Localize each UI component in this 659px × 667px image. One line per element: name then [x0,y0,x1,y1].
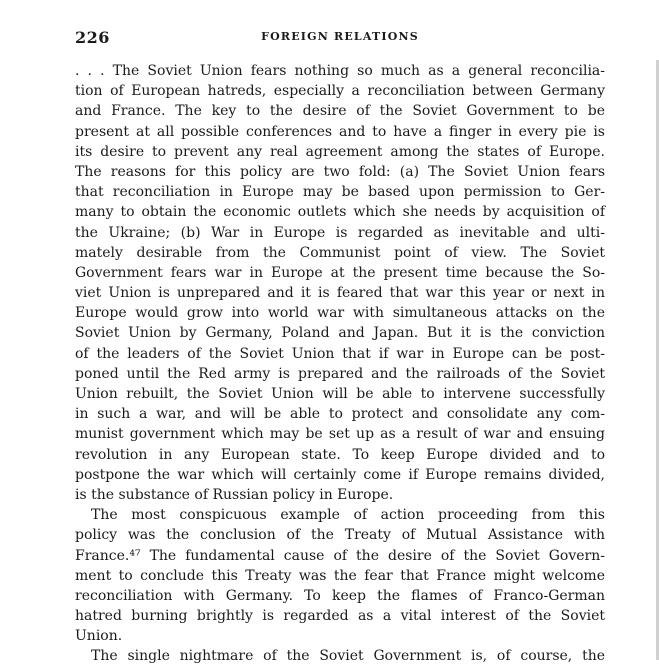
text-line: policy was the conclusion of the Treaty of Mutual Assistance with [75,527,605,544]
text-line: The most conspicuous example of action proceeding from this [91,507,605,524]
text-line: many to obtain the economic outlets which she needs by acquisition of [75,204,605,221]
page-number: 226 [75,28,110,47]
text-line: France.⁴⁷ The fundamental cause of the desire of the Soviet Govern- [75,547,605,564]
text-line: hatred burning brightly is regarded as a vital interest of the Soviet [75,608,605,625]
text-line: poned until the Red army is prepared and the railroads of the Soviet [75,365,605,382]
text-line: that reconciliation in Europe may be based upon permission to Ger- [75,184,605,201]
text-line: Soviet Union by Germany, Poland and Japan. But it is the conviction [75,325,605,342]
text-line: munist government which may be set up as a result of war and ensuing [75,426,605,443]
text-line: Union rebuilt, the Soviet Union will be able to intervene successfully [75,386,605,402]
text-line: the Ukraine; (b) War in Europe is regarded as inevitable and ulti- [75,224,605,241]
text-line: in such a war, and will be able to protect and consolidate any com- [75,406,605,423]
text-line: mately desirable from the Communist point of view. The Soviet [75,244,605,261]
text-line: and France. The key to the desire of the Soviet Government to be [75,103,605,120]
text-line: Union. [75,628,123,645]
text-line: present at all possible conferences and to have a finger in every pie is [75,123,605,140]
text-line: Europe would grow into world war with simultaneous attacks on the [75,305,605,322]
text-line: is the substance of Russian policy in Europe. [75,486,394,503]
text-line: . . . The Soviet Union fears nothing so much as a general reconcilia- [75,63,605,79]
text-line: revolution in any European state. To keep Europe divided and to [75,446,605,463]
text-line: of the leaders of the Soviet Union that if war in Europe can be post- [75,345,605,362]
text-line: ment to conclude this Treaty was the fear that France might welcome [75,567,605,584]
page-header [75,28,605,48]
body-text [75,61,605,667]
text-line: The reasons for this policy are two fold: (a) The Soviet Union fears [75,163,605,180]
text-line: postpone the war which will certainly come if Europe remains divided, [75,466,605,483]
text-line: Government fears war in Europe at the present time because the So- [75,264,605,281]
text-line: tion of European hatreds, especially a reconciliation between Germany [75,83,605,100]
text-line: reconciliation with Germany. To keep the flames of Franco-German [75,587,605,604]
text-line: viet Union is unprepared and it is feared that war this year or next in [75,285,605,302]
text-line: The single nightmare of the Soviet Government is, of course, the [91,648,605,665]
text-line: its desire to prevent any real agreement among the states of Europe. [75,143,605,160]
running-head: FOREIGN RELATIONS [261,30,419,43]
